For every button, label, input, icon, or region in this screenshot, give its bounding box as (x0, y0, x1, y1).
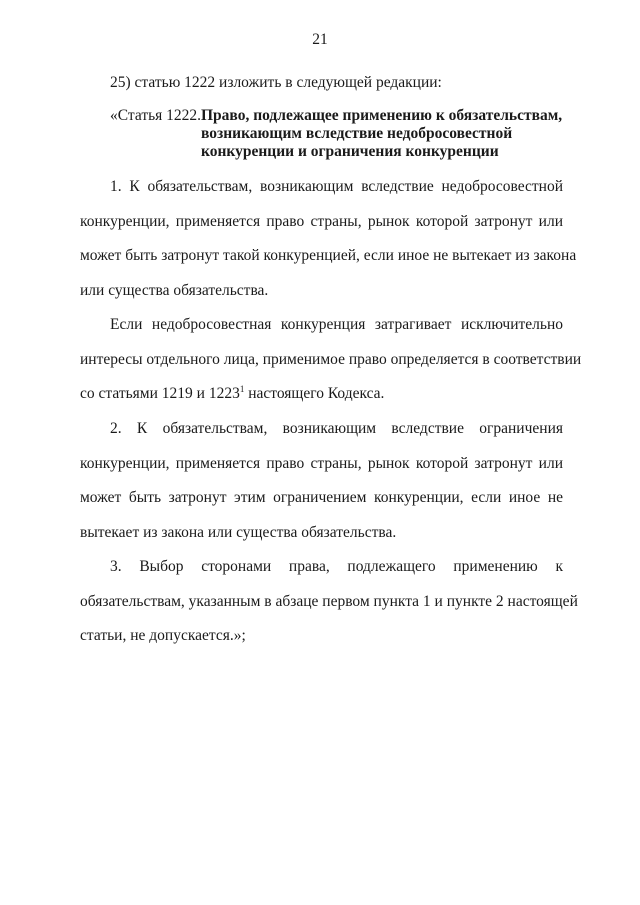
paragraph-text: настоящего Кодекса. (244, 385, 385, 402)
paragraph-text: со статьями 1219 и 1223 (80, 385, 240, 402)
paragraph-line: конкуренции, применяется право страны, рынок которой затронут или (80, 212, 563, 230)
paragraph-3 (80, 412, 563, 550)
paragraph-line: или существа обязательства. (80, 281, 269, 299)
article-title (201, 107, 591, 161)
paragraph-line (80, 377, 563, 412)
paragraph-line: может быть затронут этим ограничением конкуренции, если иное не (80, 489, 563, 506)
paragraph-line: 2. К обязательствам, возникающим вследствие ограничения (110, 420, 563, 437)
article-title-line: возникающим вследствие недобросовестной (201, 125, 513, 142)
amendment-intro: 25) статью 1222 изложить в следующей редакции: (110, 74, 442, 91)
superscript: 1 (239, 384, 245, 394)
paragraph-line: может быть затронут такой конкуренцией, если иное не вытекает из закона (80, 247, 577, 264)
article-number: «Статья 1222. (110, 107, 202, 124)
article-title-line: конкуренции и ограничения конкуренции (201, 143, 499, 160)
paragraph-2 (80, 308, 582, 412)
paragraph-line: статьи, не допускается.»; (80, 627, 246, 644)
paragraph-line: 3. Выбор сторонами права, подлежащего применению к (110, 558, 563, 575)
paragraph-line: 1. К обязательствам, возникающим вследствие недобросовестной (110, 178, 563, 195)
paragraph-line: вытекает из закона или существа обязательства. (80, 523, 397, 541)
paragraph-line: обязательствам, указанным в абзаце первом пункта 1 и пункте 2 настоящей (80, 592, 578, 610)
article-title-line: Право, подлежащее применению к обязательствам, (201, 107, 563, 124)
page-number: 21 (312, 31, 328, 48)
paragraph-line: Если недобросовестная конкуренция затрагивает исключительно (110, 316, 563, 333)
paragraph-1 (80, 170, 577, 308)
paragraph-line: интересы отдельного лица, применимое право определяется в соответствии (80, 350, 582, 368)
paragraph-line: конкуренции, применяется право страны, рынок которой затронут или (80, 454, 563, 472)
paragraph-4 (80, 550, 578, 654)
